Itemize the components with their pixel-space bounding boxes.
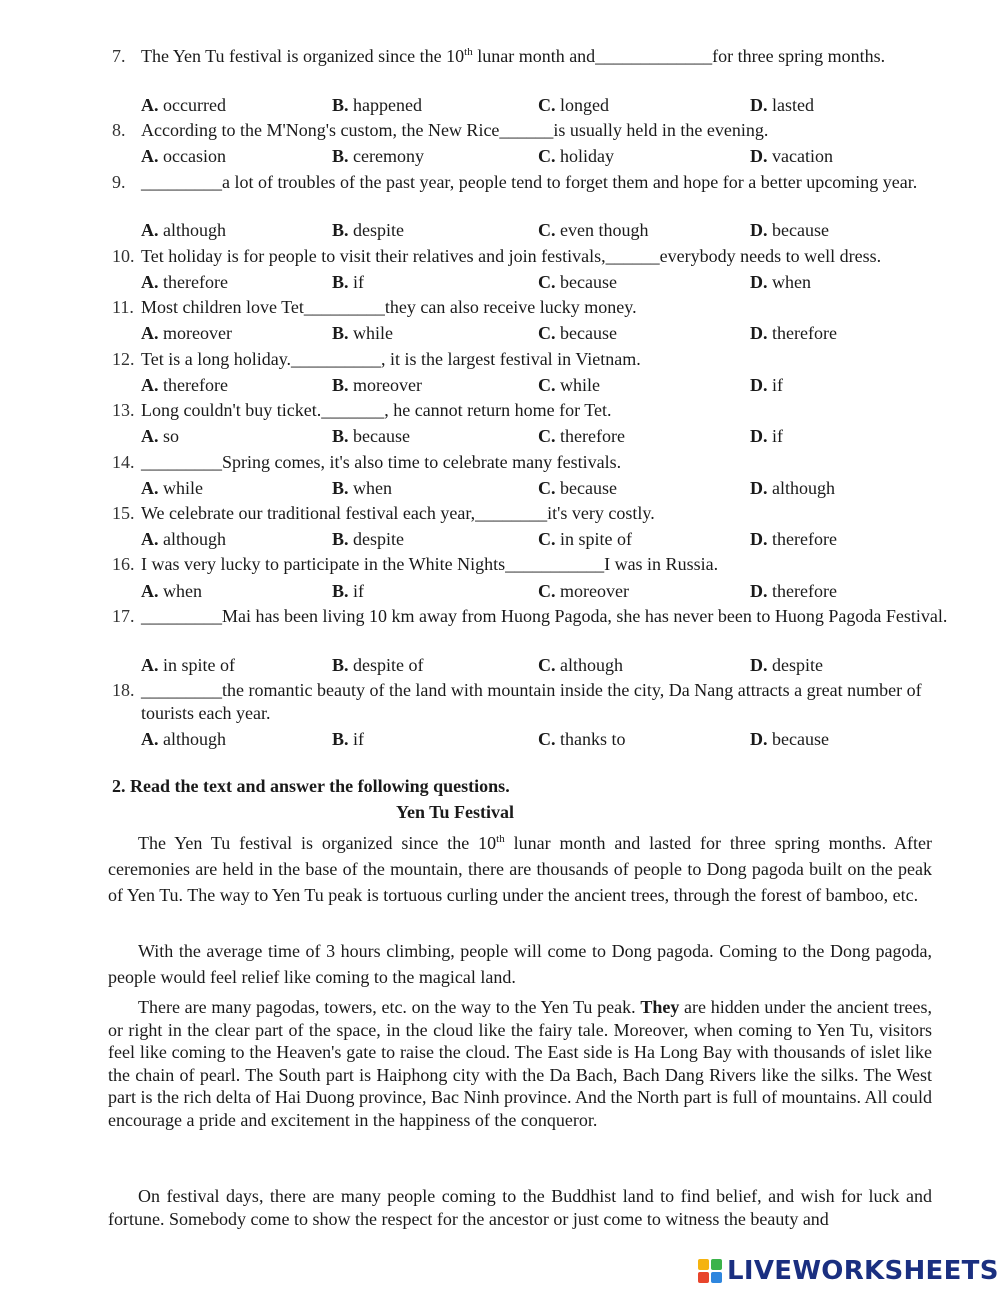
options-15 — [141, 528, 961, 551]
question-number: 13. — [112, 400, 135, 420]
option-d[interactable]: D. therefore — [750, 529, 837, 549]
options-17 — [141, 654, 961, 677]
question-stem: _________Spring comes, it's also time to celebrate many festivals. — [141, 452, 622, 472]
question-stem: Long couldn't buy ticket._______, he cannot return home for Tet. — [141, 400, 612, 420]
passage-paragraph: There are many pagodas, towers, etc. on the way to the Yen Tu peak. They are hidden under the ancient trees, or right in the clear part of the space, in the cloud like the fairy tale. Moreover, when coming to Yen Tu, visitors feel like coming to the Heaven's gate to raise the cloud. The East side is Ha Long Bay with thousands of islet like the chain of pearl. The South part is Haiphong city with the Da Bach, Bach Dang Rivers like the silks. The West part is the rich delta of Hai Duong province, Bac Ninh province. And the North part is full of mountains. All could encourage a pride and excitement in the happiness of the conqueror. — [108, 997, 932, 1130]
options-10 — [141, 271, 961, 294]
option-c[interactable]: C. because — [538, 478, 617, 498]
question-number: 18. — [112, 680, 135, 700]
option-d[interactable]: D. because — [750, 729, 829, 749]
option-a[interactable]: A. while — [141, 478, 203, 498]
option-c[interactable]: C. holiday — [538, 146, 614, 166]
option-c[interactable]: C. although — [538, 655, 623, 675]
question-number: 12. — [112, 349, 135, 369]
logo-tile — [698, 1259, 709, 1270]
passage-paragraph: With the average time of 3 hours climbing, people will come to Dong pagoda. Coming to the Dong pagoda, people would feel relief like coming to the magical land. — [108, 941, 932, 987]
question-number: 9. — [112, 172, 126, 192]
question-16 — [112, 553, 952, 576]
question-17 — [112, 605, 952, 628]
option-c[interactable]: C. because — [538, 272, 617, 292]
passage-paragraph: The Yen Tu festival is organized since the 10th lunar month and lasted for three spring months. After ceremonies are held in the base of the mountain, there are thousands of people to Dong pagoda built on the peak of Yen Tu. The way to Yen Tu peak is tortuous curling under the ancient trees, through the forest of bamboo, etc. — [108, 833, 932, 905]
question-stem: _________a lot of troubles of the past year, people tend to forget them and hope for a better upcoming year. — [141, 172, 918, 192]
option-a[interactable]: A. in spite of — [141, 655, 235, 675]
option-b[interactable]: B. if — [332, 581, 365, 601]
option-a[interactable]: A. although — [141, 529, 226, 549]
option-c[interactable]: C. even though — [538, 220, 649, 240]
option-a[interactable]: A. therefore — [141, 375, 228, 395]
question-14 — [112, 451, 952, 474]
option-a[interactable]: A. when — [141, 581, 202, 601]
question-7 — [112, 45, 952, 68]
option-d[interactable]: D. although — [750, 478, 835, 498]
question-stem: _________Mai has been living 10 km away from Huong Pagoda, she has never been to Huong Pagoda Festival. — [141, 606, 948, 626]
option-d[interactable]: D. despite — [750, 655, 823, 675]
option-d[interactable]: D. when — [750, 272, 811, 292]
option-b[interactable]: B. while — [332, 323, 394, 343]
option-b[interactable]: B. if — [332, 272, 365, 292]
liveworksheets-logo — [698, 1255, 999, 1287]
option-b[interactable]: B. despite — [332, 529, 405, 549]
question-number: 16. — [112, 554, 135, 574]
option-b[interactable]: B. happened — [332, 95, 422, 115]
option-b[interactable]: B. moreover — [332, 375, 422, 395]
option-a[interactable]: A. therefore — [141, 272, 228, 292]
option-c[interactable]: C. thanks to — [538, 729, 626, 749]
question-8 — [112, 119, 952, 142]
question-stem: Tet is a long holiday.__________, it is the largest festival in Vietnam. — [141, 349, 641, 369]
option-a[interactable]: A. moreover — [141, 323, 232, 343]
question-11 — [112, 296, 952, 319]
options-13 — [141, 425, 961, 448]
question-15 — [112, 502, 952, 525]
option-c[interactable]: C. longed — [538, 95, 609, 115]
question-number: 14. — [112, 452, 135, 472]
question-stem: Most children love Tet_________they can also receive lucky money. — [141, 297, 637, 317]
option-c[interactable]: C. in spite of — [538, 529, 632, 549]
option-a[interactable]: A. although — [141, 220, 226, 240]
options-14 — [141, 477, 961, 500]
option-a[interactable]: A. occasion — [141, 146, 226, 166]
option-d[interactable]: D. therefore — [750, 323, 837, 343]
section-heading: 2. Read the text and answer the following questions. — [112, 776, 510, 796]
question-stem: According to the M'Nong's custom, the New Rice______is usually held in the evening. — [141, 120, 769, 140]
option-a[interactable]: A. although — [141, 729, 226, 749]
option-d[interactable]: D. if — [750, 426, 783, 446]
logo-tile — [711, 1272, 722, 1283]
question-stem: Tet holiday is for people to visit their relatives and join festivals,______everybody needs to well dress. — [141, 246, 882, 266]
question-12 — [112, 348, 952, 371]
question-number: 8. — [112, 120, 126, 140]
logo-text: LIVEWORKSHEETS — [727, 1256, 999, 1286]
question-number: 7. — [112, 46, 126, 66]
option-b[interactable]: B. if — [332, 729, 365, 749]
question-stem: We celebrate our traditional festival each year,________it's very costly. — [141, 503, 655, 523]
logo-tiles-icon — [698, 1259, 722, 1283]
options-7 — [141, 94, 961, 117]
options-16 — [141, 580, 961, 603]
option-b[interactable]: B. despite of — [332, 655, 424, 675]
question-13 — [112, 399, 952, 422]
options-12 — [141, 374, 961, 397]
option-b[interactable]: B. because — [332, 426, 410, 446]
question-stem: _________the romantic beauty of the land with mountain inside the city, Da Nang attracts a great number of tourists each year. — [141, 680, 922, 723]
option-d[interactable]: D. vacation — [750, 146, 833, 166]
question-10 — [112, 245, 972, 268]
option-d[interactable]: D. because — [750, 220, 829, 240]
option-c[interactable]: C. while — [538, 375, 600, 395]
question-18 — [112, 679, 952, 725]
question-stem: The Yen Tu festival is organized since the 10th lunar month and_____________for three spring months. — [141, 46, 886, 66]
logo-tile — [711, 1259, 722, 1270]
passage-paragraph: On festival days, there are many people coming to the Buddhist land to find belief, and wish for luck and fortune. Somebody come to show the respect for the ancestor or just come to witness the beauty and — [108, 1186, 932, 1229]
options-18 — [141, 728, 961, 751]
question-stem: I was very lucky to participate in the White Nights___________I was in Russia. — [141, 554, 719, 574]
passage-title: Yen Tu Festival — [395, 802, 515, 822]
option-b[interactable]: B. despite — [332, 220, 405, 240]
option-d[interactable]: D. lasted — [750, 95, 814, 115]
option-d[interactable]: D. therefore — [750, 581, 837, 601]
options-9 — [141, 219, 961, 242]
option-d[interactable]: D. if — [750, 375, 783, 395]
options-11 — [141, 322, 961, 345]
option-c[interactable]: C. moreover — [538, 581, 629, 601]
question-number: 15. — [112, 503, 135, 523]
question-number: 11. — [112, 297, 134, 317]
option-c[interactable]: C. therefore — [538, 426, 625, 446]
question-number: 10. — [112, 246, 135, 266]
logo-tile — [698, 1272, 709, 1283]
option-c[interactable]: C. because — [538, 323, 617, 343]
option-b[interactable]: B. ceremony — [332, 146, 424, 166]
options-8 — [141, 145, 961, 168]
question-number: 17. — [112, 606, 135, 626]
option-a[interactable]: A. occurred — [141, 95, 226, 115]
question-9 — [112, 171, 952, 194]
option-b[interactable]: B. when — [332, 478, 393, 498]
option-a[interactable]: A. so — [141, 426, 180, 446]
